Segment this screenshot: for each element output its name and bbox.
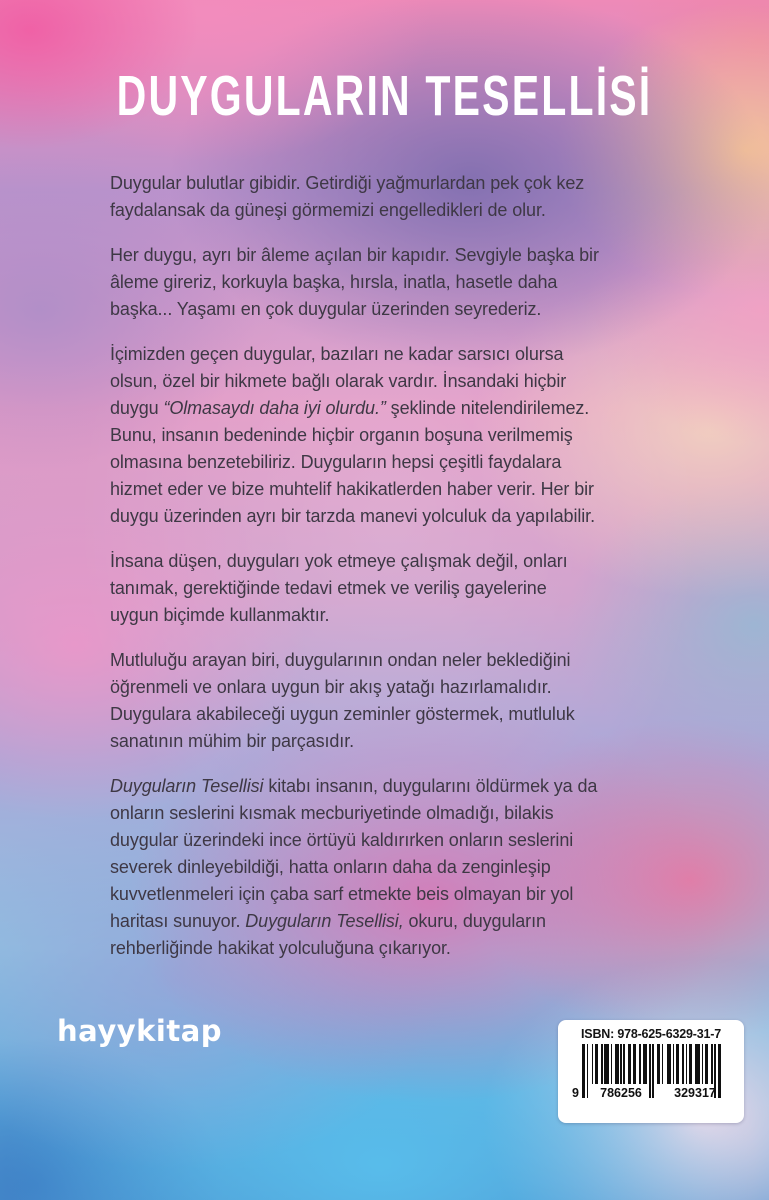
barcode-bar (695, 1044, 700, 1084)
text-line (110, 242, 682, 269)
isbn-label: ISBN: 978-625-6329-31-7 (581, 1027, 721, 1041)
text-line (110, 422, 682, 449)
ean-barcode (572, 1044, 730, 1100)
text-line (110, 908, 682, 935)
barcode-bar (611, 1044, 613, 1084)
barcode-bar (702, 1044, 704, 1084)
text-run: rehberliğinde hakikat yolculuğuna çıkarıyor. (110, 938, 451, 958)
text-run: Duygulara akabileceği uygun zeminler göstermek, mutluluk (110, 704, 575, 724)
barcode-bar (676, 1044, 679, 1084)
barcode-bar (686, 1044, 688, 1084)
barcode-digits (572, 1086, 730, 1100)
barcode-bar (662, 1044, 664, 1084)
barcode-digit-left: 9 (572, 1086, 579, 1100)
text-line (110, 503, 682, 530)
text-run: tanımak, gerektiğinde tedavi etmek ve veriliş gayelerine (110, 578, 547, 598)
paragraph (110, 548, 682, 629)
text-run: faydalansak da güneşi görmemizi engelledikleri de olur. (110, 200, 546, 220)
text-line (110, 701, 682, 728)
text-line (110, 800, 682, 827)
paragraph (110, 341, 682, 530)
barcode-bar (615, 1044, 618, 1084)
barcode-digit-group1: 786256 (600, 1086, 642, 1100)
text-line (110, 773, 682, 800)
barcode-bar (592, 1044, 594, 1084)
text-line (110, 602, 682, 629)
barcode-bar (705, 1044, 708, 1084)
text-run: haritası sunuyor. (110, 911, 246, 931)
text-run: Duygular bulutlar gibidir. Getirdiği yağmurlardan pek çok kez (110, 173, 585, 193)
back-cover-text (110, 170, 682, 980)
text-line (110, 854, 682, 881)
text-line (110, 728, 682, 755)
barcode-bar (657, 1044, 660, 1084)
text-run: kuvvetlenmeleri için çaba sarf etmekte beis olmayan bir yol (110, 884, 574, 904)
text-line (110, 449, 682, 476)
text-line (110, 296, 682, 323)
text-run: olsun, özel bir hikmete bağlı olarak vardır. İnsandaki hiçbir (110, 371, 567, 391)
text-run: başka... Yaşamı en çok duygular üzerinden seyrederiz. (110, 299, 542, 319)
text-run: severek dinleyebildiği, hatta onların daha da zenginleşip (110, 857, 551, 877)
barcode-bar (643, 1044, 648, 1084)
text-run: Bunu, insanın bedeninde hiçbir organın boşuna verilmemiş (110, 425, 573, 445)
text-run: hizmet eder ve bize muhtelif hakikatlerden haber verir. Her bir (110, 479, 594, 499)
text-run: şeklinde nitelendirilemez. (385, 398, 590, 418)
barcode-bar (682, 1044, 684, 1084)
text-run: Her duygu, ayrı bir âleme açılan bir kapıdır. Sevgiyle başka bir (110, 245, 599, 265)
text-line (110, 170, 682, 197)
barcode-digit-group2: 329317 (674, 1086, 716, 1100)
barcode-bar (667, 1044, 672, 1084)
text-line (110, 395, 682, 422)
text-line (110, 368, 682, 395)
barcode-bar (689, 1044, 692, 1084)
barcode-bar (601, 1044, 603, 1084)
text-line (110, 881, 682, 908)
text-line (110, 935, 682, 962)
barcode-bar (711, 1044, 713, 1084)
book-title: DUYGULARIN TESELLİSİ (116, 64, 653, 128)
barcode-bar (673, 1044, 675, 1084)
paragraph (110, 242, 682, 323)
text-run: sanatının mühim bir parçasıdır. (110, 731, 355, 751)
text-run: duygu (110, 398, 164, 418)
barcode-bar (595, 1044, 598, 1084)
text-run: okuru, duyguların (403, 911, 546, 931)
barcode-bar (639, 1044, 641, 1084)
barcode-bar (620, 1044, 622, 1084)
text-run: âleme gireriz, korkuyla başka, hırsla, inatla, hasetle daha (110, 272, 558, 292)
paragraph (110, 647, 682, 755)
text-run: onların seslerini kısmak mecburiyetinde olmadığı, bilakis (110, 803, 554, 823)
text-run: olmasına benzetebiliriz. Duyguların hepsi çeşitli faydalara (110, 452, 562, 472)
text-line (110, 341, 682, 368)
barcode-bar (633, 1044, 636, 1084)
paragraph (110, 170, 682, 224)
text-run: Mutluluğu arayan biri, duygularının ondan neler beklediğini (110, 650, 571, 670)
text-run: İçimizden geçen duygular, bazıları ne kadar sarsıcı olursa (110, 344, 564, 364)
text-line (110, 674, 682, 701)
text-run: Duyguların Tesellisi (110, 776, 264, 796)
text-run: duygu üzerinden ayrı bir tarzda manevi yolculuk da yapılabilir. (110, 506, 595, 526)
text-run: duygular üzerindeki ince örtüyü kaldırırken onların seslerini (110, 830, 574, 850)
text-run: kitabı insanın, duygularını öldürmek ya da (263, 776, 598, 796)
text-run: İnsana düşen, duyguları yok etmeye çalışmak değil, onları (110, 551, 568, 571)
text-line (110, 575, 682, 602)
publisher-logo: hayykitap (57, 1014, 223, 1048)
text-run: “Olmasaydı daha iyi olurdu.” (163, 398, 386, 418)
paragraph (110, 773, 682, 962)
barcode-bar (628, 1044, 631, 1084)
isbn-barcode-box (558, 1020, 744, 1123)
text-line (110, 197, 682, 224)
text-line (110, 827, 682, 854)
barcode-bar (604, 1044, 609, 1084)
text-line (110, 548, 682, 575)
text-run: Duyguların Tesellisi, (245, 911, 404, 931)
text-run: öğrenmeli ve onlara uygun bir akış yatağı hazırlamalıdır. (110, 677, 552, 697)
text-run: uygun biçimde kullanmaktır. (110, 605, 330, 625)
text-line (110, 476, 682, 503)
text-line (110, 269, 682, 296)
text-line (110, 647, 682, 674)
barcode-bar (623, 1044, 625, 1084)
